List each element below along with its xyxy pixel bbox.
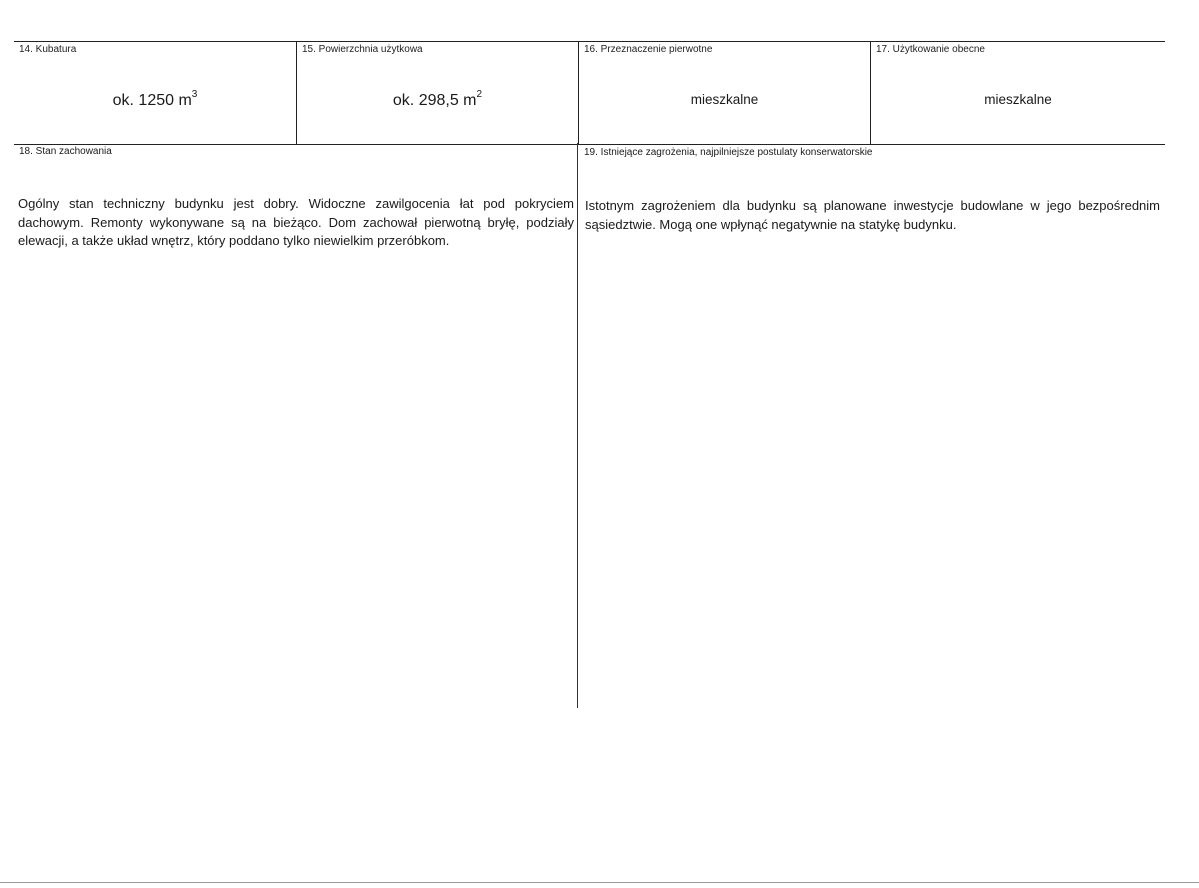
zagrozenia-label: 19. Istniejące zagrożenia, najpilniejsze postulaty konserwatorskie: [584, 147, 873, 158]
powierzchnia-label: 15. Powierzchnia użytkowa: [302, 44, 423, 55]
page-bottom-edge: [0, 882, 1199, 883]
kubatura-unit-exponent: 3: [191, 89, 198, 100]
przeznaczenie-value: mieszkalne: [690, 92, 759, 107]
stan-label: 18. Stan zachowania: [19, 146, 112, 157]
powierzchnia-cell: [297, 42, 579, 144]
stan-text: Ogólny stan techniczny budynku jest dobry. Widoczne zawilgocenia łat pod pokryciem dachowym. Remonty wykonywane są na bieżąco. Dom zachował pierwotną bryłę, podziały elewacji, a także układ wnętrz, który poddano tylko niewielkim przeróbkom.: [18, 196, 574, 248]
metrics-row: [14, 41, 1165, 145]
przeznaczenie-cell: [579, 42, 871, 144]
uzytkowanie-cell: [871, 42, 1165, 144]
powierzchnia-value: ok. 298,5 $m^2$: [392, 89, 483, 109]
kubatura-label: 14. Kubatura: [19, 44, 77, 55]
kubatura-cell: [14, 42, 297, 144]
uzytkowanie-value: mieszkalne: [984, 92, 1052, 107]
zagrozenia-text: Istotnym zagrożeniem dla budynku są planowane inwestycje budowlane w jego bezpośrednim sąsiedztwie. Mogą one wpłynąć negatywnie na statykę budynku.: [585, 198, 1160, 232]
powierzchnia-unit-exponent: 2: [476, 89, 483, 100]
przeznaczenie-label: 16. Przeznaczenie pierwotne: [584, 44, 713, 55]
uzytkowanie-label: 17. Użytkowanie obecne: [876, 44, 985, 55]
kubatura-value: ok. 1250 $m^3$: [112, 89, 198, 109]
column-divider: [577, 143, 578, 708]
condition-section: [14, 143, 1165, 708]
